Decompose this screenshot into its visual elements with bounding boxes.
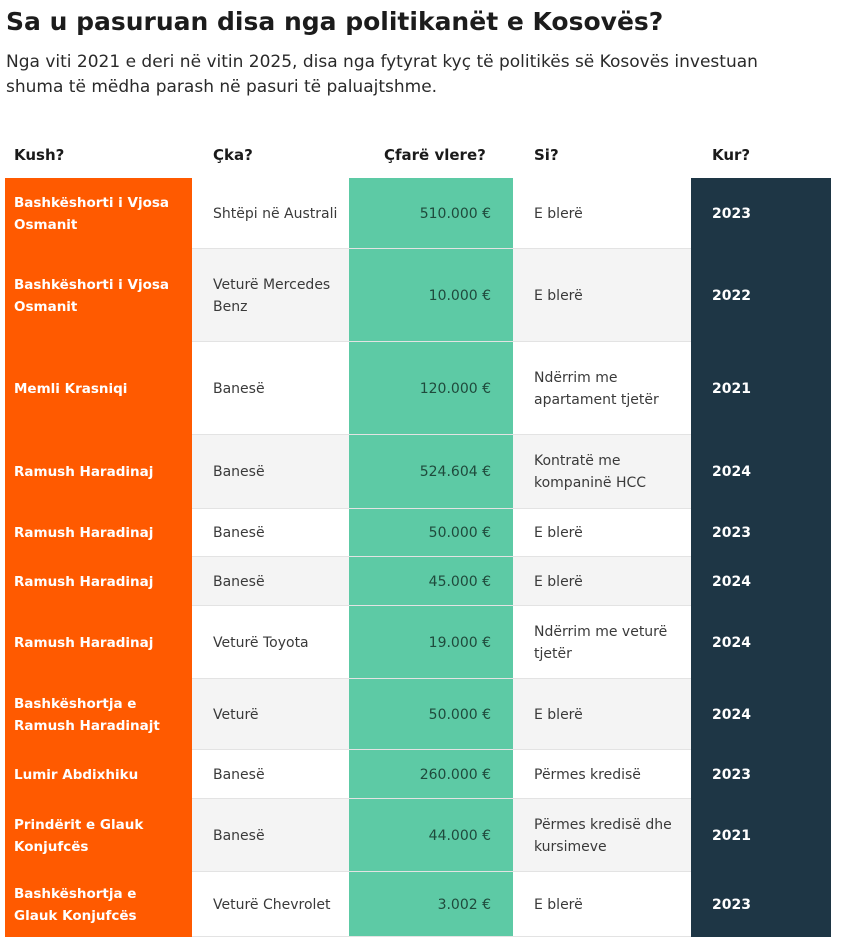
cell-who-text: Bashkëshortja e Glauk Konjufcës	[14, 885, 137, 924]
table-row	[5, 249, 831, 342]
cell-value-text: 3.002 €	[437, 896, 491, 913]
cell-what-text: Veturë Toyota	[213, 634, 309, 651]
cell-what	[192, 679, 349, 750]
cell-how	[513, 249, 691, 342]
cell-how	[513, 750, 691, 799]
cell-who-text: Ramush Haradinaj	[14, 573, 154, 590]
cell-when	[691, 606, 831, 679]
cell-value-text: 19.000 €	[428, 634, 491, 651]
cell-what	[192, 435, 349, 509]
cell-who	[5, 509, 192, 557]
header-when: Kur?	[712, 146, 751, 164]
cell-when-text: 2024	[712, 706, 751, 723]
table-row	[5, 509, 831, 557]
cell-value-text: 45.000 €	[428, 573, 491, 590]
cell-value-text: 524.604 €	[419, 464, 491, 480]
cell-what-text: Banesë	[213, 464, 265, 480]
cell-how-text: Ndërrim me veturë tjetër	[534, 623, 668, 662]
header-who: Kush?	[14, 146, 65, 164]
cell-value	[349, 606, 513, 679]
cell-who-text: Ramush Haradinaj	[14, 634, 154, 651]
cell-when	[691, 557, 831, 606]
cell-when-text: 2023	[712, 766, 751, 783]
cell-when	[691, 679, 831, 750]
cell-how	[513, 509, 691, 557]
cell-how	[513, 606, 691, 679]
cell-who-text: Prindërit e Glauk Konjufcës	[14, 816, 144, 855]
cell-when	[691, 342, 831, 435]
cell-value	[349, 679, 513, 750]
cell-who-text: Memli Krasniqi	[14, 380, 128, 397]
table-row	[5, 872, 831, 937]
page-title: Sa u pasuruan disa nga politikanët e Kosovës?	[6, 7, 664, 36]
cell-how-text: E blerë	[534, 896, 583, 913]
cell-how-text: Përmes kredisë dhe kursimeve	[534, 816, 672, 855]
table-row	[5, 606, 831, 679]
header-value: Çfarë vlere?	[384, 146, 486, 164]
cell-when-text: 2021	[712, 827, 751, 844]
cell-what-text: Veturë	[213, 706, 259, 723]
cell-what-text: Veturë Mercedes Benz	[213, 276, 331, 315]
cell-what	[192, 799, 349, 872]
cell-how-text: E blerë	[534, 525, 583, 541]
cell-how-text: Ndërrim me apartament tjetër	[534, 369, 659, 408]
cell-when	[691, 750, 831, 799]
page-subtitle: Nga viti 2021 e deri në vitin 2025, disa nga fytyrat kyç të politikës së Kosovës investuan shuma të mëdha parash në pasuri të paluajtshme.	[6, 52, 758, 97]
table-header	[5, 138, 831, 178]
cell-value-text: 10.000 €	[428, 287, 491, 304]
table-row	[5, 178, 831, 249]
cell-what	[192, 557, 349, 606]
table-row	[5, 799, 831, 872]
table-row	[5, 435, 831, 509]
cell-what-text: Shtëpi në Australi	[213, 205, 338, 222]
cell-when	[691, 435, 831, 509]
cell-value	[349, 178, 513, 249]
cell-what-text: Veturë Chevrolet	[213, 896, 331, 913]
cell-who	[5, 557, 192, 606]
cell-who	[5, 435, 192, 509]
cell-what	[192, 342, 349, 435]
cell-value-text: 44.000 €	[428, 827, 491, 844]
cell-when	[691, 799, 831, 872]
cell-who	[5, 679, 192, 750]
cell-who	[5, 606, 192, 679]
cell-how	[513, 872, 691, 937]
cell-who-text: Ramush Haradinaj	[14, 525, 154, 541]
cell-who-text: Lumir Abdixhiku	[14, 766, 139, 783]
cell-value-text: 120.000 €	[419, 380, 491, 397]
cell-what	[192, 872, 349, 937]
cell-value-text: 510.000 €	[419, 205, 491, 222]
cell-how	[513, 435, 691, 509]
cell-how	[513, 342, 691, 435]
cell-how-text: E blerë	[534, 573, 583, 590]
cell-value	[349, 249, 513, 342]
cell-when	[691, 249, 831, 342]
cell-value-text: 50.000 €	[428, 525, 491, 541]
cell-how-text: E blerë	[534, 287, 583, 304]
cell-who	[5, 178, 192, 249]
cell-when	[691, 872, 831, 937]
cell-how	[513, 557, 691, 606]
cell-how	[513, 679, 691, 750]
cell-when-text: 2024	[712, 464, 751, 480]
cell-value	[349, 750, 513, 799]
cell-how-text: E blerë	[534, 706, 583, 723]
cell-what	[192, 509, 349, 557]
cell-who	[5, 872, 192, 937]
cell-what-text: Banesë	[213, 525, 265, 541]
cell-value	[349, 872, 513, 937]
header-how: Si?	[534, 146, 559, 164]
cell-who	[5, 342, 192, 435]
cell-value	[349, 799, 513, 872]
cell-when-text: 2024	[712, 573, 751, 590]
cell-when-text: 2024	[712, 634, 751, 651]
cell-what	[192, 178, 349, 249]
cell-who-text: Bashkëshorti i Vjosa Osmanit	[14, 194, 169, 233]
cell-who	[5, 249, 192, 342]
cell-who	[5, 799, 192, 872]
cell-value-text: 50.000 €	[428, 706, 491, 723]
table-row	[5, 750, 831, 799]
cell-when	[691, 178, 831, 249]
cell-how	[513, 799, 691, 872]
cell-who-text: Ramush Haradinaj	[14, 464, 154, 480]
cell-what-text: Banesë	[213, 380, 265, 397]
cell-when-text: 2022	[712, 287, 751, 304]
cell-when	[691, 509, 831, 557]
header-what: Çka?	[213, 146, 253, 164]
cell-who-text: Bashkëshortja e Ramush Haradinajt	[14, 695, 160, 734]
cell-value	[349, 509, 513, 557]
cell-what	[192, 750, 349, 799]
cell-when-text: 2023	[712, 896, 751, 913]
cell-what	[192, 249, 349, 342]
cell-when-text: 2021	[712, 380, 751, 397]
cell-who-text: Bashkëshorti i Vjosa Osmanit	[14, 276, 169, 315]
cell-what-text: Banesë	[213, 766, 265, 783]
cell-when-text: 2023	[712, 525, 751, 541]
cell-what-text: Banesë	[213, 827, 265, 844]
cell-value	[349, 342, 513, 435]
cell-value	[349, 557, 513, 606]
cell-when-text: 2023	[712, 205, 751, 222]
cell-value	[349, 435, 513, 509]
cell-how-text: Kontratë me kompaninë HCC	[534, 453, 647, 491]
cell-how-text: E blerë	[534, 205, 583, 222]
cell-what	[192, 606, 349, 679]
cell-how	[513, 178, 691, 249]
table-row	[5, 679, 831, 750]
table-row	[5, 342, 831, 435]
cell-how-text: Përmes kredisë	[534, 766, 641, 783]
cell-who	[5, 750, 192, 799]
cell-value-text: 260.000 €	[419, 766, 491, 783]
cell-what-text: Banesë	[213, 573, 265, 590]
table-row	[5, 557, 831, 606]
